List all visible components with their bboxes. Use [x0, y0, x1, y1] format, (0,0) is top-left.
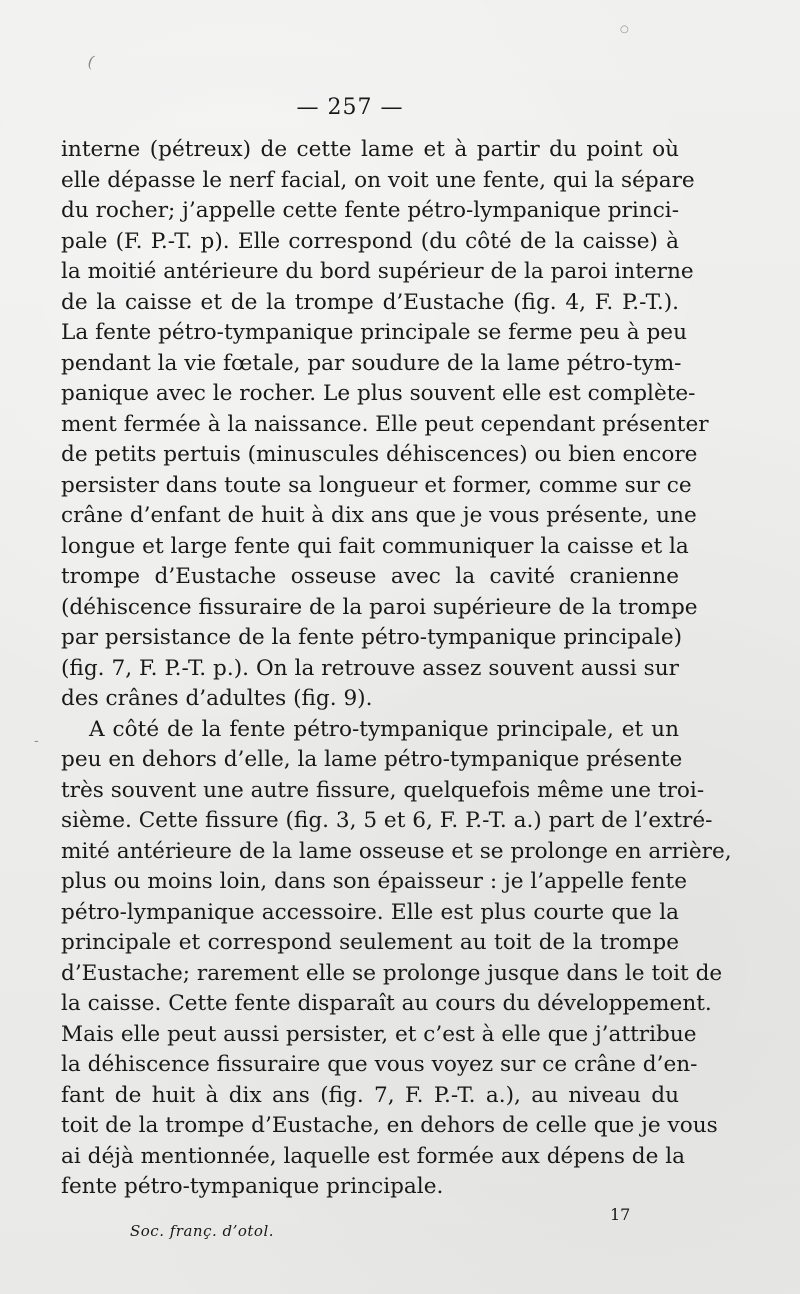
text-line-3: du rocher; j’appelle cette fente pétro-lympanique princi-: [61, 198, 679, 223]
margin-mark-top: (: [85, 51, 98, 72]
margin-mark-left: -: [34, 733, 39, 749]
text-line-26: pétro-lympanique accessoire. Elle est plus courte que la: [61, 899, 679, 925]
text-line-8: pendant la vie fœtale, par soudure de la lame pétro-tym-: [61, 350, 682, 376]
text-line-16: (déhiscence fissuraire de la paroi supérieure de la trompe: [61, 594, 698, 620]
text-line-33: toit de la trompe d’Eustache, en dehors de celle que je vous: [61, 1113, 718, 1138]
text-line-22: très souvent une autre fissure, quelquefois même une troi-: [61, 777, 705, 803]
text-line-15: trompe d’Eustache osseuse avec la cavité cranienne: [61, 564, 679, 589]
text-line-9: panique avec le rocher. Le plus souvent elle est complète-: [61, 381, 696, 406]
text-line-13: crâne d’enfant de huit à dix ans que je vous présente, une: [61, 503, 697, 528]
footer-source: Soc. franç. d’otol.: [130, 1222, 275, 1240]
text-line-7: La fente pétro-tympanique principale se ferme peu à peu: [61, 320, 687, 345]
text-line-27: principale et correspond seulement au toit de la trompe: [61, 930, 679, 955]
text-line-35: fente pétro-tympanique principale.: [61, 1174, 444, 1199]
text-line-30: Mais elle peut aussi persister, et c’est à elle que j’attribue: [61, 1021, 697, 1047]
text-line-23: sième. Cette fissure (fig. 3, 5 et 6, F. P.-T. a.) part de l’extré-: [61, 808, 713, 833]
text-line-18: (fig. 7, F. P.-T. p.). On la retrouve assez souvent aussi sur: [61, 655, 679, 681]
text-line-4: pale (F. P.-T. p). Elle correspond (du côté de la caisse) à: [61, 228, 679, 254]
text-line-19: des crânes d’adultes (fig. 9).: [61, 686, 373, 711]
footer-signature: 17: [610, 1205, 631, 1224]
text-line-6: de la caisse et de la trompe d’Eustache (fig. 4, F. P.-T.).: [61, 289, 679, 315]
text-line-31: la déhiscence fissuraire que vous voyez sur ce crâne d’en-: [61, 1052, 698, 1077]
text-line-20: A côté de la fente pétro-tympanique principale, et un: [89, 716, 679, 742]
text-line-25: plus ou moins loin, dans son épaisseur : je l’appelle fente: [61, 869, 687, 894]
page-number: — 257 —: [296, 95, 404, 120]
margin-mark-right: ○: [620, 24, 629, 35]
text-line-28: d’Eustache; rarement elle se prolonge jusque dans le toit de: [61, 960, 723, 986]
text-line-34: ai déjà mentionnée, laquelle est formée aux dépens de la: [61, 1143, 686, 1169]
text-line-5: la moitié antérieure du bord supérieur de la paroi interne: [61, 259, 694, 284]
text-line-24: mité antérieure de la lame osseuse et se prolonge en arrière,: [61, 838, 732, 864]
text-line-10: ment fermée à la naissance. Elle peut cependant présenter: [61, 411, 709, 437]
text-line-11: de petits pertuis (minuscules déhiscences) ou bien encore: [61, 442, 698, 467]
text-line-17: par persistance de la fente pétro-tympanique principale): [61, 625, 683, 650]
text-line-14: longue et large fente qui fait communiquer la caisse et la: [61, 533, 689, 559]
text-line-21: peu en dehors d’elle, la lame pétro-tympanique présente: [61, 747, 683, 772]
book-text-block: [61, 135, 732, 1203]
text-line-1: interne (pétreux) de cette lame et à partir du point où: [61, 137, 679, 162]
text-line-29: la caisse. Cette fente disparaît au cours du développement.: [61, 991, 712, 1016]
text-line-12: persister dans toute sa longueur et former, comme sur ce: [61, 472, 692, 498]
text-line-2: elle dépasse le nerf facial, on voit une fente, qui la sépare: [61, 167, 695, 193]
text-line-32: fant de huit à dix ans (fig. 7, F. P.-T. a.), au niveau du: [61, 1082, 679, 1108]
